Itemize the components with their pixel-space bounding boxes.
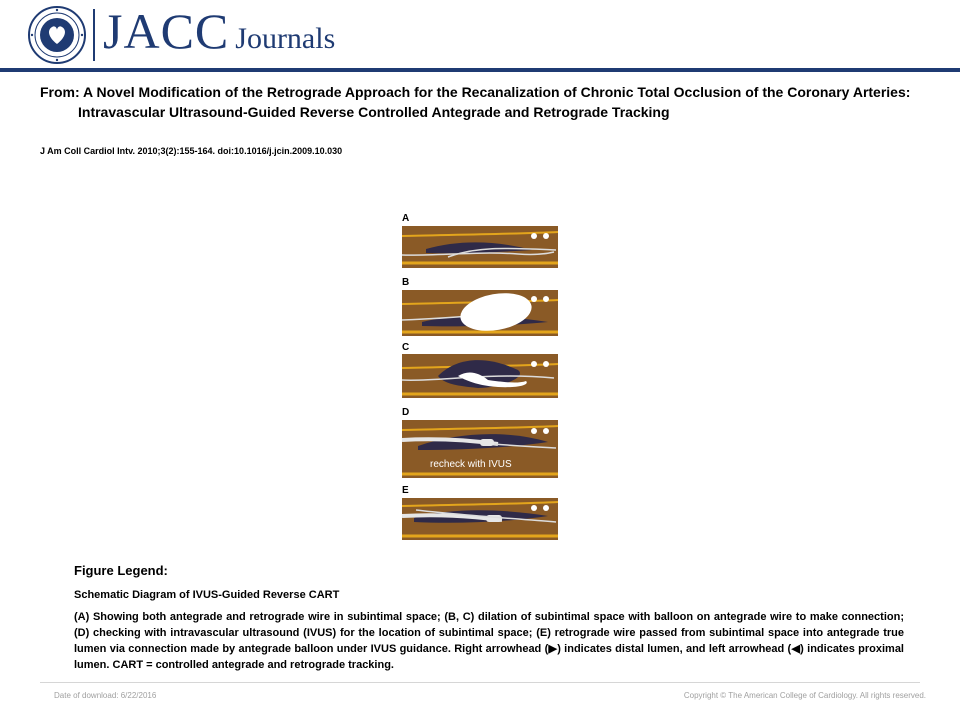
panel-c: [402, 354, 558, 398]
panel-e: [402, 498, 558, 540]
download-date: Date of download: 6/22/2016: [54, 691, 157, 700]
panel-d: [402, 420, 558, 478]
legend-subtitle: Schematic Diagram of IVUS-Guided Reverse CART: [74, 589, 340, 601]
panel-label-e: E: [402, 485, 409, 496]
panel-label-b: B: [402, 277, 410, 288]
journal-brand: [103, 2, 335, 60]
panel-label-d: D: [402, 407, 410, 418]
panel-a: [402, 226, 558, 268]
acc-seal-logo: [28, 6, 86, 64]
article-citation: J Am Coll Cardiol Intv. 2010;3(2):155-164. doi:10.1016/j.jcin.2009.10.030: [40, 146, 343, 156]
schematic-figure: [398, 210, 562, 542]
panel-label-c: C: [402, 342, 410, 353]
brand-sub: Journals: [235, 22, 336, 55]
panel-label-a: A: [402, 213, 410, 224]
panel-d-caption: recheck with IVUS: [430, 459, 512, 470]
panel-b: [402, 288, 558, 336]
copyright-notice: Copyright © The American College of Cardiology. All rights reserved.: [683, 691, 926, 700]
article-title: From: A Novel Modification of the Retrograde Approach for the Recanalization of Chronic Total Occlusion of the Coronary Arteries: Intravascular Ultrasound-Guided Reverse Controlled Antegrade and Retrograde Tracking: [40, 84, 911, 120]
logo-divider: [93, 9, 95, 61]
header-rule: [0, 68, 960, 72]
footer-rule: [40, 682, 920, 683]
legend-heading: Figure Legend:: [74, 563, 168, 578]
header: [0, 0, 960, 70]
brand-main: JACC: [103, 3, 230, 59]
legend-body: (A) Showing both antegrade and retrograde wire in subintimal space; (B, C) dilation of subintimal space with balloon on antegrade wire to make connection; (D) checking with intravascular ultrasound (IVUS) for the location of subintimal space; (E) retrograde wire passed from subintimal space into antegrade true lumen via connection made by antegrade balloon under IVUS guidance. Right arrowhead (▶) indicates distal lumen, and left arrowhead (◀) indicates proximal lumen. CART = controlled antegrade and retrograde tracking.: [74, 611, 904, 671]
